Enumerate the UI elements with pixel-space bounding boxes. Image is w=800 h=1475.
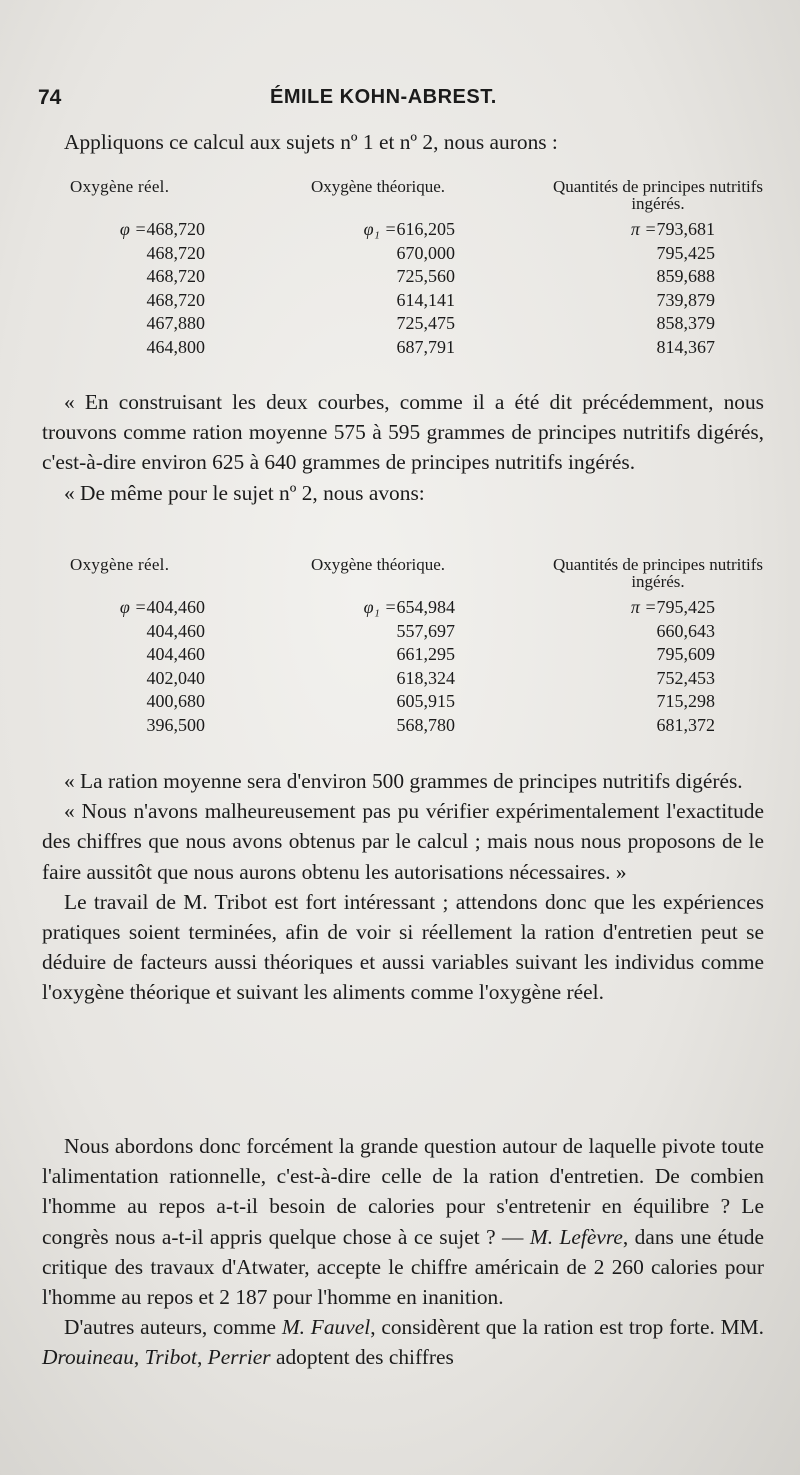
page-number: 74: [38, 86, 62, 109]
cell-oxygene-reel: 404,460: [146, 644, 205, 665]
cell-oxygene-theorique: 654,984: [396, 597, 455, 617]
page-header: [38, 86, 760, 116]
cell-oxygene-theorique: 725,475: [396, 313, 455, 334]
table-row: [70, 714, 770, 738]
table-row: [70, 596, 770, 620]
author-name: M. Fauvel: [281, 1315, 371, 1340]
header-oxygene-theorique: Oxygène théorique.: [310, 555, 446, 574]
running-title: ÉMILE KOHN-ABREST.: [270, 86, 497, 108]
symbol-phi: φ =: [119, 219, 147, 239]
table-row: [70, 289, 770, 313]
paragraph-courbes: « En construisant les deux courbes, comme il a été dit précédemment, nous trouvons comme ration moyenne 575 à 595 grammes de principes nutritifs digérés, c'est-à-dire environ 625 à 640 grammes de principes nutritifs ingérés.: [42, 390, 764, 475]
table-row: [70, 336, 770, 360]
cell-oxygene-reel: 404,460: [146, 620, 205, 641]
cell-quantites: 814,367: [656, 336, 715, 357]
header-quantites: Quantités de principes nutritifs ingérés.: [552, 555, 764, 591]
table-subject-1: [70, 178, 770, 360]
cell-quantites: 660,643: [656, 620, 715, 641]
author-name: M. Lefèvre: [529, 1224, 623, 1249]
cell-oxygene-reel: 468,720: [146, 242, 205, 263]
cell-oxygene-reel: 467,880: [146, 313, 205, 334]
header-quantites: Quantités de principes nutritifs ingérés.: [552, 177, 764, 213]
cell-oxygene-reel: 468,720: [146, 289, 205, 310]
cell-quantites: 795,425: [656, 242, 715, 263]
cell-oxygene-reel: 396,500: [146, 714, 205, 735]
cell-oxygene-reel: 468,720: [146, 266, 205, 287]
cell-quantites: 715,298: [656, 691, 715, 712]
intro-paragraph: Appliquons ce calcul aux sujets nº 1 et nº 2, nous aurons :: [64, 130, 558, 154]
paragraph-sujet-2: « De même pour le sujet nº 2, nous avons:: [64, 480, 425, 505]
paragraph-ration-entretien: Nous abordons donc forcément la grande question autour de laquelle pivote toute l'alimentation rationnelle, c'est-à-dire celle de la ration d'entretien. De combien l'homme au repos a-t-il besoin de calories pour s'entretenir en équilibre ? Le congrès nous a-t-il appris quelque chose à ce sujet ? — M. Lefèvre, dans une étude critique des travaux d'Atwater, accepte le chiffre américain de 2 260 calories pour l'homme au repos et 2 187 pour l'homme en inanition.: [42, 1134, 764, 1310]
paragraph-ration-moyenne: « La ration moyenne sera d'environ 500 grammes de principes nutritifs digérés.: [64, 769, 743, 793]
cell-oxygene-reel: 400,680: [146, 691, 205, 712]
table-header: [70, 556, 770, 596]
paragraph-verifier: « Nous n'avons malheureusement pas pu vérifier expérimentalement l'exactitude des chiffres que nous avons obtenus par le calcul ; mais nous nous proposons de le faire aussitôt que nous aurons obtenu les autorisations nécessaires. »: [42, 799, 764, 884]
table-header: [70, 178, 770, 218]
paragraph-autres-auteurs: D'autres auteurs, comme M. Fauvel, considèrent que la ration est trop forte. MM. Drouineau, Tribot, Perrier adoptent des chiffres: [42, 1315, 765, 1370]
symbol-pi: π =: [630, 219, 657, 239]
cell-quantites: 739,879: [656, 289, 715, 310]
table-row: [70, 312, 770, 336]
symbol-phi1: φ₁ =: [363, 219, 397, 239]
cell-oxygene-reel: 464,800: [146, 336, 205, 357]
header-oxygene-reel: Oxygène réel.: [70, 555, 170, 574]
table-row: [70, 218, 770, 242]
author-name: Tribot: [144, 1345, 197, 1370]
cell-oxygene-theorique: 557,697: [396, 620, 455, 641]
cell-quantites: 795,609: [656, 644, 715, 665]
symbol-pi: π =: [630, 597, 657, 617]
cell-oxygene-theorique: 616,205: [396, 219, 455, 239]
table-row: [70, 643, 770, 667]
cell-oxygene-theorique: 661,295: [396, 644, 455, 665]
paragraphs-lower: [42, 766, 764, 1008]
table-row: [70, 242, 770, 266]
symbol-phi1: φ₁ =: [363, 597, 397, 617]
cell-oxygene-theorique: 618,324: [396, 667, 455, 688]
cell-oxygene-theorique: 568,780: [396, 714, 455, 735]
cell-quantites: 793,681: [656, 219, 715, 239]
table-row: [70, 265, 770, 289]
table-row: [70, 620, 770, 644]
cell-oxygene-reel: 468,720: [146, 219, 205, 239]
paragraph-travail-tribot: Le travail de M. Tribot est fort intéressant ; attendons donc que les expériences pratiques soient terminées, afin de voir si réellement la ration d'entretien peut se déduire de facteurs aussi théoriques et aussi variables suivant les individus comme l'oxygène théorique et suivant les aliments comme l'oxygène réel.: [42, 889, 764, 1005]
cell-oxygene-theorique: 670,000: [396, 242, 455, 263]
header-oxygene-theorique: Oxygène théorique.: [310, 177, 446, 196]
cell-quantites: 859,688: [656, 266, 715, 287]
cell-oxygene-theorique: 725,560: [396, 266, 455, 287]
table-subject-2: [70, 556, 770, 738]
cell-quantites: 752,453: [656, 667, 715, 688]
paragraphs-bottom: [42, 1131, 764, 1373]
paragraphs-middle: [42, 387, 764, 508]
cell-oxygene-theorique: 614,141: [396, 289, 455, 310]
table-row: [70, 667, 770, 691]
cell-oxygene-theorique: 687,791: [396, 336, 455, 357]
cell-quantites: 681,372: [656, 714, 715, 735]
cell-oxygene-theorique: 605,915: [396, 691, 455, 712]
author-name: Perrier: [207, 1345, 271, 1370]
cell-oxygene-reel: 404,460: [146, 597, 205, 617]
cell-quantites: 858,379: [656, 313, 715, 334]
author-name: Drouineau: [42, 1345, 134, 1370]
symbol-phi: φ =: [119, 597, 147, 617]
header-oxygene-reel: Oxygène réel.: [70, 177, 170, 196]
cell-quantites: 795,425: [656, 597, 715, 617]
cell-oxygene-reel: 402,040: [146, 667, 205, 688]
table-row: [70, 690, 770, 714]
